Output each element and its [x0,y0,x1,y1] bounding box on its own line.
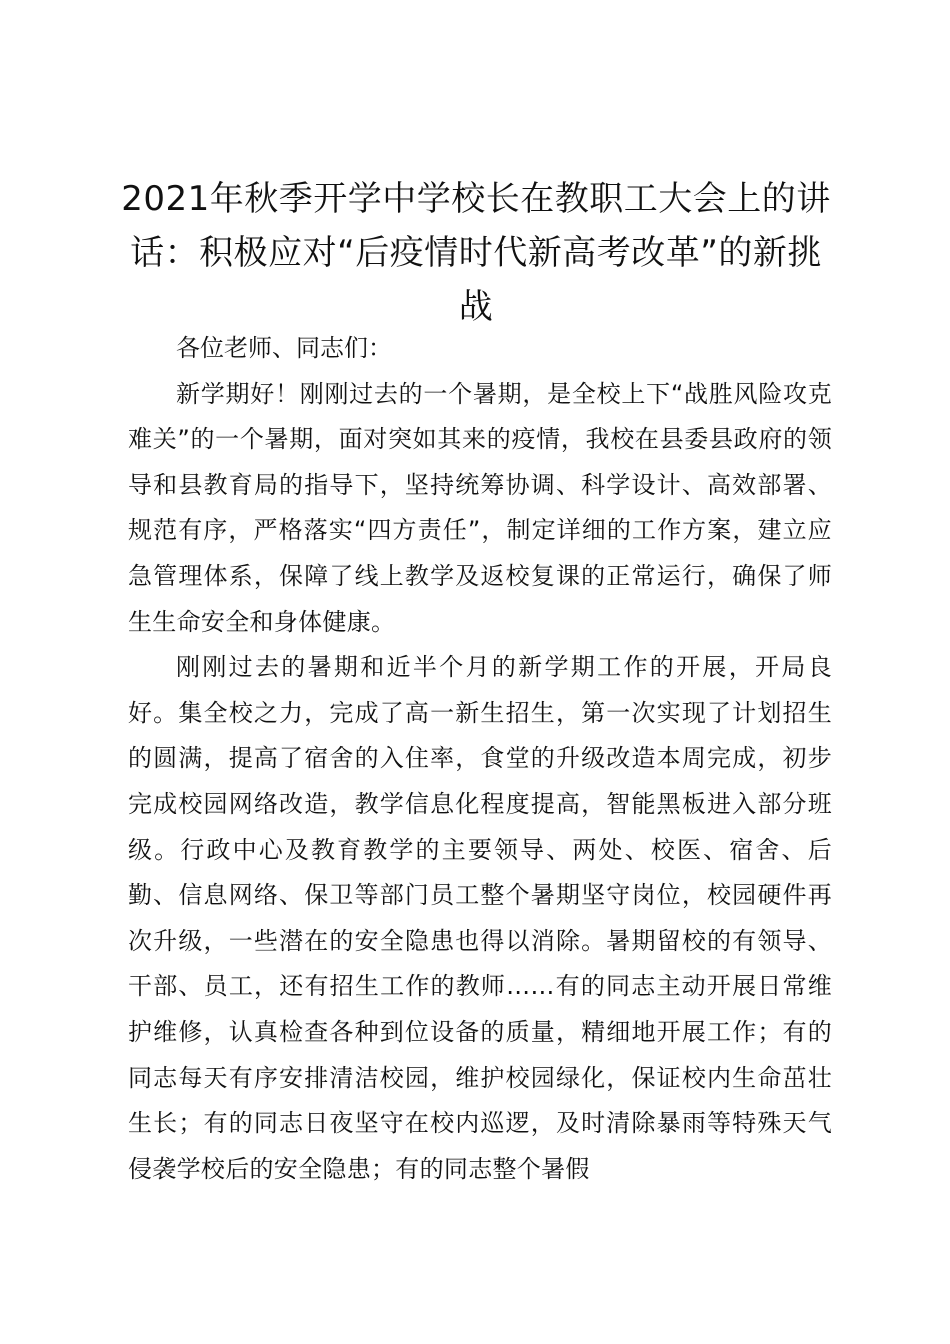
document-body [128,326,832,1192]
document-title: 2021年秋季开学中学校长在教职工大会上的讲话：积极应对“后疫情时代新高考改革”的新挑战 [121,179,831,327]
paragraph-1: 新学期好！刚刚过去的一个暑期，是全校上下“战胜风险攻克难关”的一个暑期，面对突如其来的疫情，我校在县委县政府的领导和县教育局的指导下，坚持统筹协调、科学设计、高效部署、规范有序，严格落实“四方责任”，制定详细的工作方案，建立应急管理体系，保障了线上教学及返校复课的正常运行，确保了师生生命安全和身体健康。 [128,379,832,636]
salutation: 各位老师、同志们： [176,334,392,362]
paragraph-2: 刚刚过去的暑期和近半个月的新学期工作的开展，开局良好。集全校之力，完成了高一新生招生，第一次实现了计划招生的圆满，提高了宿舍的入住率，食堂的升级改造本周完成，初步完成校园网络改造，教学信息化程度提高，智能黑板进入部分班级。行政中心及教育教学的主要领导、两处、校医、宿舍、后勤、信息网络、保卫等部门员工整个暑期坚守岗位，校园硬件再次升级，一些潜在的安全隐患也得以消除。暑期留校的有领导、干部、员工，还有招生工作的教师……有的同志主动开展日常维护维修，认真检查各种到位设备的质量，精细地开展工作；有的同志每天有序安排清洁校园，维护校园绿化，保证校内生命茁壮生长；有的同志日夜坚守在校内巡逻，及时清除暴雨等特殊天气侵袭学校后的安全隐患；有的同志整个暑假 [128,653,832,1183]
